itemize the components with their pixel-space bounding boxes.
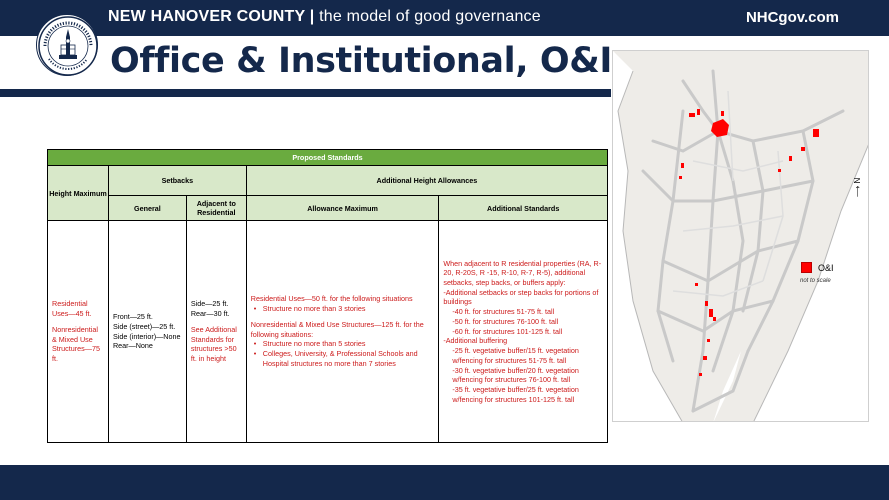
col-setbacks: Setbacks [108, 166, 246, 196]
additional-line: -25 ft. vegetative buffer/15 ft. vegetation w/fencing for structures 51-75 ft. tall [452, 346, 579, 365]
seal-icon [37, 15, 99, 77]
table-caption: Proposed Standards [48, 150, 608, 166]
map-graphic [613, 51, 869, 422]
additional-line: -50 ft. for structures 76-100 ft. tall [452, 316, 559, 326]
list-item: • Structure no more than 3 stories [251, 304, 435, 314]
subcol-adjacent-to-residential: Adjacent to Residential [186, 196, 246, 221]
height-residential: Residential Uses—45 ft. [52, 299, 92, 319]
page-title: Office & Institutional, O&I [110, 41, 613, 81]
list-item: • Colleges, University, & Professional Schools and Hospital structures no more than 7 stories [251, 349, 435, 368]
additional-line: -40 ft. for structures 51-75 ft. tall [452, 307, 555, 317]
top-header-bar [0, 0, 889, 36]
adjacent-side: Side—25 ft. [190, 299, 229, 309]
additional-line: -30 ft. vegetative buffer/20 ft. vegetation w/fencing for structures 76-100 ft. tall [452, 365, 579, 385]
county-name: NEW HANOVER COUNTY [108, 8, 306, 25]
allowance-nonresidential: Nonresidential & Mixed Use Structures—125 ft. for the following situations: [250, 319, 424, 339]
north-arrow [853, 178, 862, 197]
list-item: • Structure no more than 5 stories [251, 339, 435, 349]
additional-line: -60 ft. for structures 101-125 ft. tall [452, 326, 563, 336]
cell-allowance-maximum [246, 221, 439, 443]
subcol-additional-standards: Additional Standards [439, 196, 608, 221]
allowance-nonresidential-list [251, 339, 435, 368]
height-nonresidential: Nonresidential & Mixed Use Structures—75 ft. [52, 324, 100, 363]
map-scale-note: not to scale [800, 278, 831, 284]
additional-setbacks: -Additional setbacks or step backs for portions of buildings [443, 287, 599, 307]
additional-buffering: -Additional buffering [443, 336, 508, 346]
header-separator: | [309, 8, 315, 25]
cell-setbacks-general [108, 221, 186, 443]
north-label: N [853, 177, 863, 184]
legend-oi-label: O&I [818, 263, 834, 273]
subcol-general: General [108, 196, 186, 221]
setback-side-street: Side (street)—25 ft. [112, 321, 176, 331]
setback-rear: Rear—None [112, 341, 153, 351]
setback-front: Front—25 ft. [112, 312, 153, 322]
north-arrow-icon: ⟶ [853, 185, 863, 198]
county-seal-logo [36, 14, 98, 76]
header-county [108, 8, 541, 26]
proposed-standards-table [47, 149, 608, 443]
col-height-maximum: Height Maximum [48, 166, 109, 221]
cell-setbacks-adjacent [186, 221, 246, 443]
additional-intro: When adjacent to R residential properties (RA, R-20, R-20S, R -15, R-10, R-7, R-5), additional setbacks, step backs, or buffers apply: [443, 258, 602, 288]
allowance-residential-list [251, 304, 435, 314]
adjacent-see-additional: See Additional Standards for structures >50 ft. in height [190, 324, 237, 363]
col-additional-height-allowances: Additional Height Allowances [246, 166, 607, 196]
bottom-footer-bar [0, 465, 889, 500]
cell-additional-standards [439, 221, 608, 443]
header-tagline: the model of good governance [319, 8, 541, 25]
county-zoning-map [612, 50, 869, 422]
adjacent-rear: Rear—30 ft. [190, 309, 230, 319]
cell-height-maximum [48, 221, 109, 443]
title-underline-bar [0, 89, 611, 97]
website-link[interactable]: NHCgov.com [745, 9, 839, 26]
subcol-allowance-maximum: Allowance Maximum [246, 196, 439, 221]
additional-line: -35 ft. vegetative buffer/25 ft. vegetation w/fencing for structures 101-125 ft. tall [452, 384, 579, 404]
legend-oi-swatch [801, 262, 812, 273]
allowance-residential: Residential Uses—50 ft. for the following situations [250, 294, 413, 304]
setback-side-interior: Side (interior)—None [112, 331, 181, 341]
